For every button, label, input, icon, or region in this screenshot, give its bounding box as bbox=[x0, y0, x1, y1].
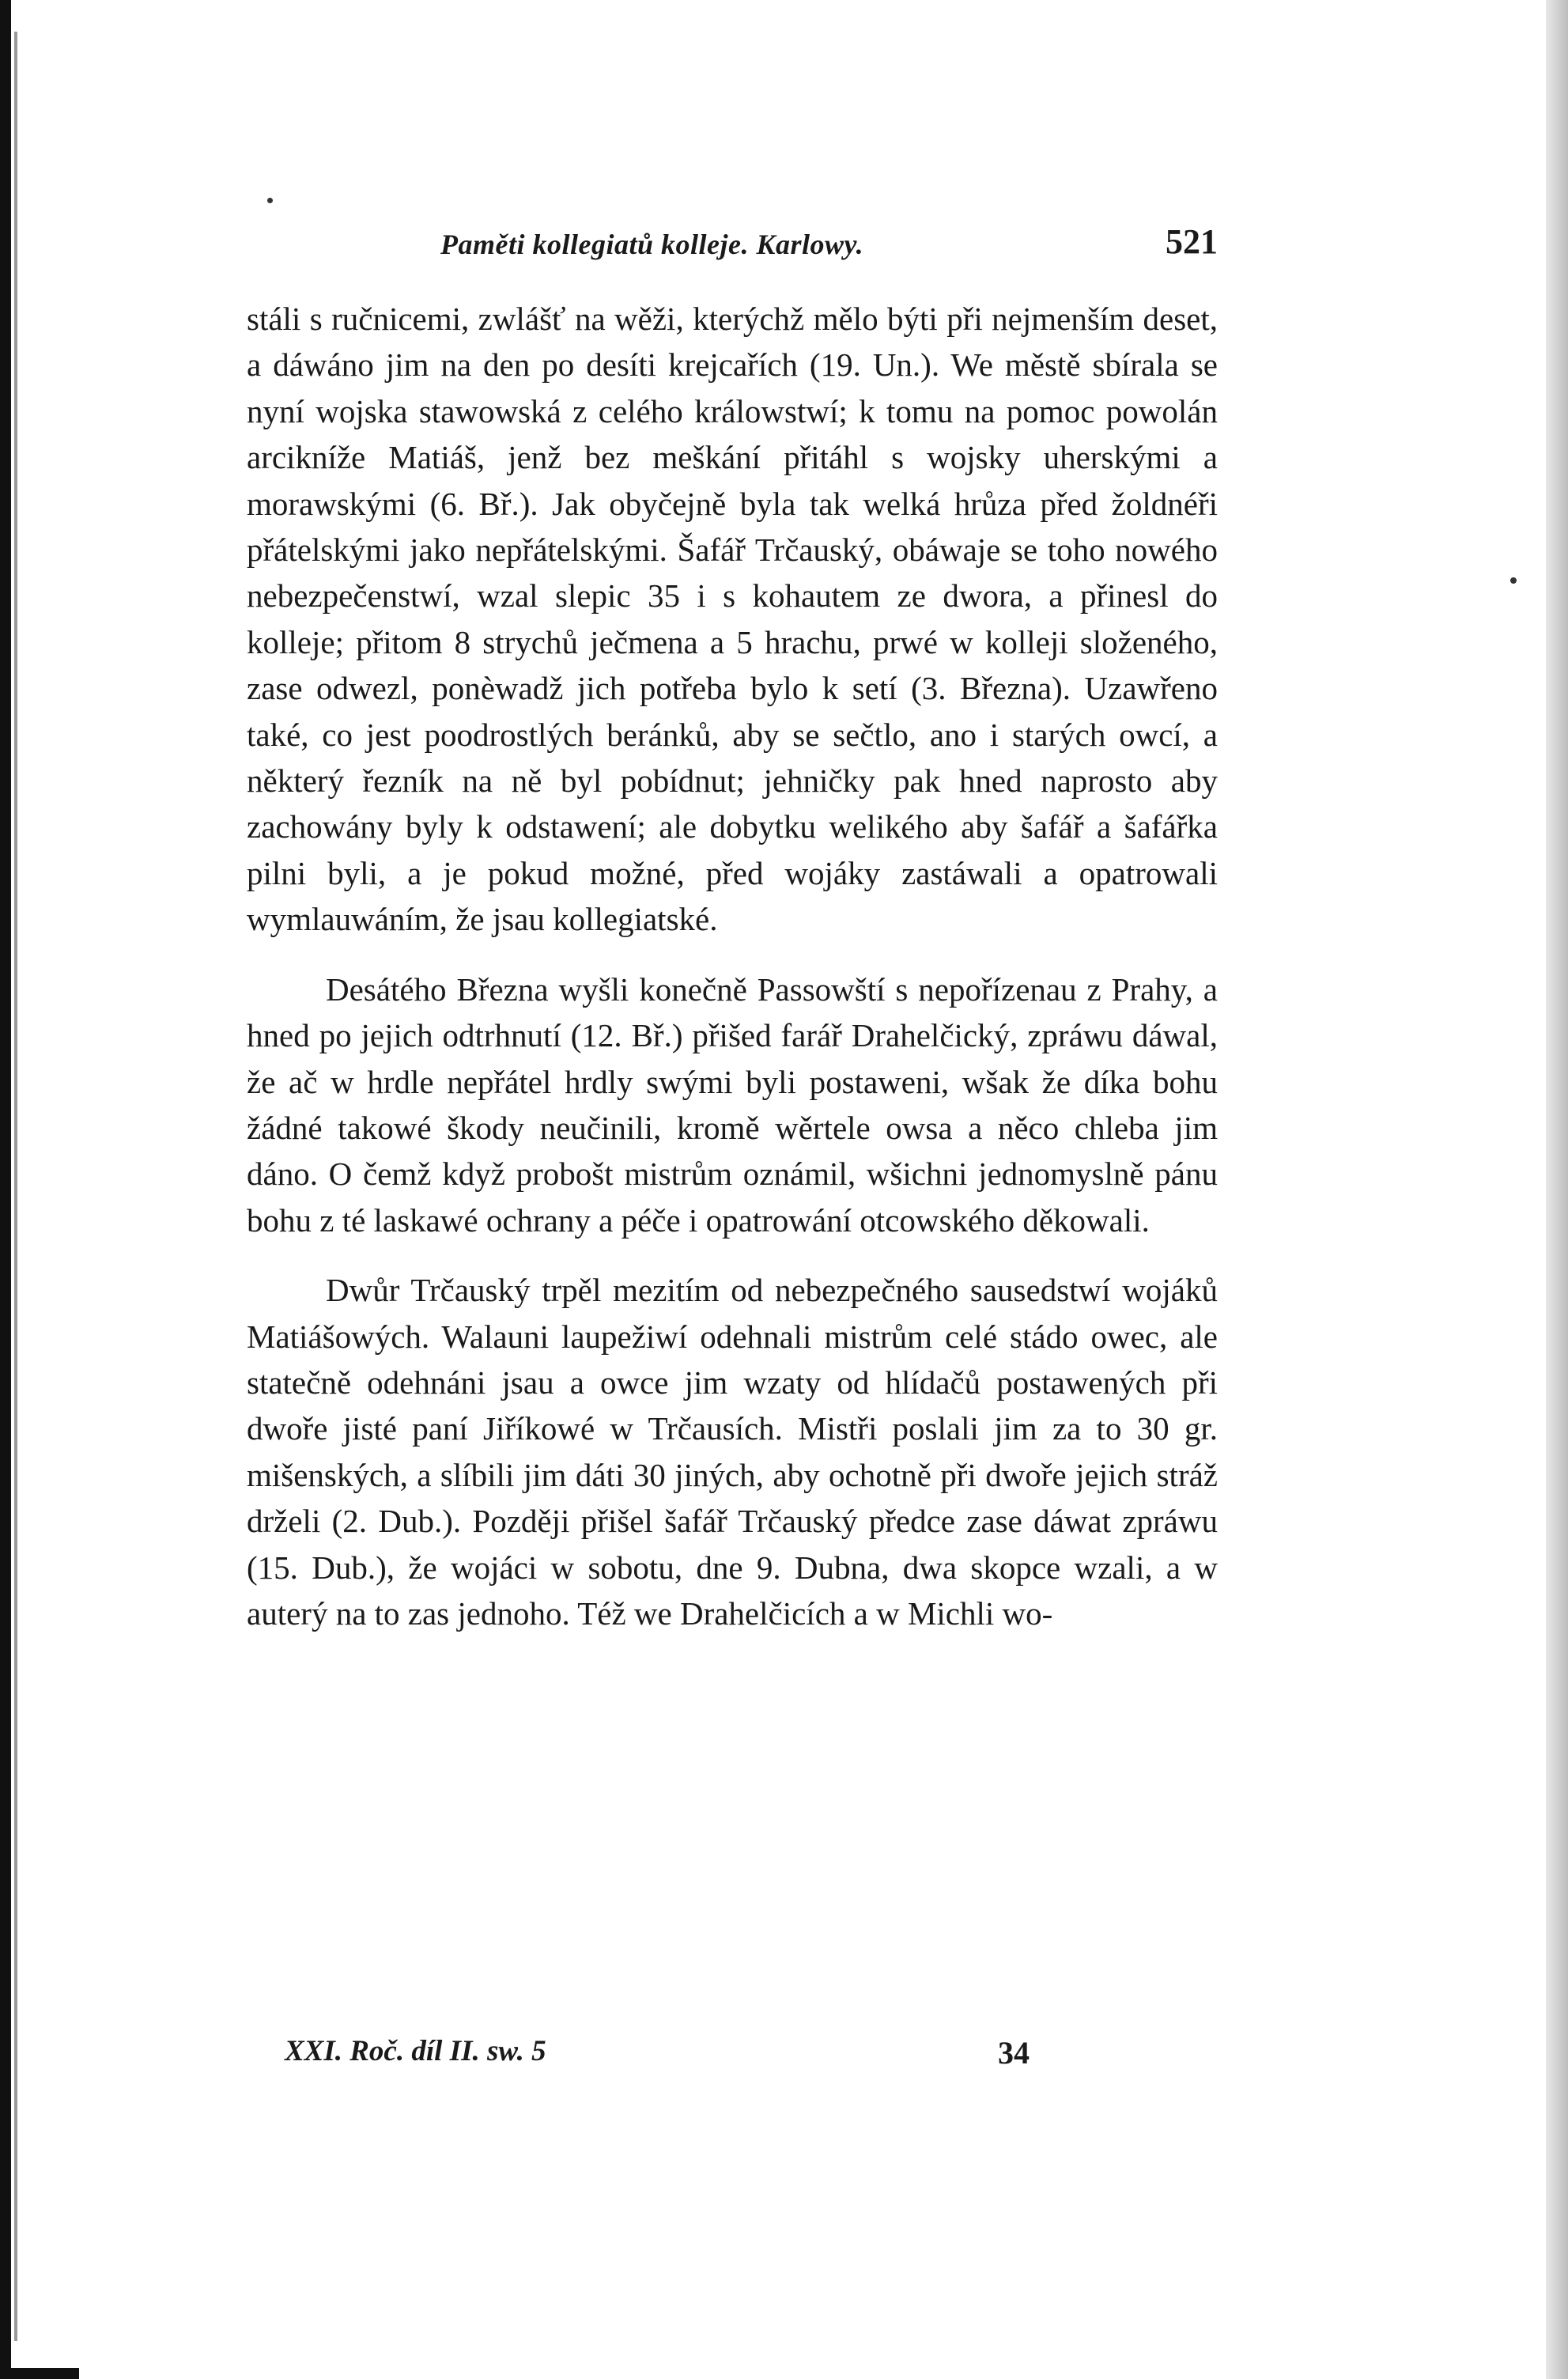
scan-border-left-line bbox=[14, 32, 17, 2341]
page-footer bbox=[247, 2034, 1218, 2082]
scan-speck bbox=[1510, 577, 1517, 584]
book-page bbox=[247, 221, 1218, 2071]
scan-border-bottom bbox=[0, 2368, 79, 2379]
paragraph: stáli s ručnicemi, zwlášť na wěži, kterýchž mělo býti při nejmenším deset, a dáwáno jim na den po desíti krejcařích (19. Un.). We městě sbírala se nyní wojska stawowská z celého králowstwí; k tomu na pomoc powolán arcikníže Matiáš, jenž bez meškání přitáhl s wojsky uherskými a morawskými (6. Bř.). Jak obyčejně byla tak welká hrůza před žoldnéři přátelskými jako nepřátelskými. Šafář Trčauský, obáwaje se toho nowého nebezpečenstwí, wzal slepic 35 i s kohautem ze dwora, a přinesl do kolleje; přitom 8 strychů ječmena a 5 hrachu, prwé w kolleji složeného, zase odwezl, ponèwadž jich potřeba bylo k setí (3. Března). Uzawřeno také, co jest poodrostlých beránků, aby se sečtlo, ano i starých owcí, a některý řezník na ně byl pobídnut; jehničky pak hned naprosto aby zachowány byly k odstawení; ale dobytku welikého aby šafář a šafářka pilni byli, a je pokud možné, před wojáky zastáwali a opatrowali wymlauwáním, že jsau kollegiatské. bbox=[247, 301, 1218, 938]
body-text bbox=[247, 296, 1218, 1636]
scan-speck bbox=[267, 198, 273, 203]
paragraph: Dwůr Trčauský trpěl mezitím od nebezpečného sausedstwí wojáků Matiášowých. Walauni laupežiwí odehnali mistrům celé stádo owec, ale statečně odehnáni jsau a owce jim wzaty od hlídačů postawených při dwoře jisté paní Jiříkowé w Trčausích. Mistři poslali jim za to 30 gr. mišenských, a slíbili jim dáti 30 jiných, aby ochotně při dwoře jejich stráž drželi (2. Dub.). Později přišel šafář Trčauský předce zase dáwat zpráwu (15. Dub.), že wojáci w sobotu, dne 9. Dubna, dwa skopce wzali, a w auterý na to zas jednoho. Též we Drahelčicích a w Michli wo- bbox=[247, 1272, 1218, 1632]
running-head bbox=[247, 221, 1218, 269]
scan-border-left bbox=[0, 0, 11, 2379]
paragraph: Desátého Března wyšli konečně Passowští s nepořízenau z Prahy, a hned po jejich odtrhnutí (12. Bř.) přišed farář Drahelčický, zpráwu dáwal, že ač w hrdle nepřátel hrdly swými byli postaweni, wšak že díka bohu žádné takowé škody neučinili, kromě wěrtele owsa a něco chleba jim dáno. O čemž když probošt mistrům oznámil, wšichni jednomyslně pánu bohu z té laskawé ochrany a péče i opatrowání otcowského děkowali. bbox=[247, 970, 1218, 1239]
scan-border-right bbox=[1546, 0, 1568, 2379]
signature-mark: XXI. Roč. díl II. sw. 5 bbox=[285, 2035, 546, 2067]
signature-number: 34 bbox=[998, 2035, 1030, 2071]
running-title: Paměti kollegiatů kolleje. Karlowy. bbox=[440, 229, 864, 260]
page-number: 521 bbox=[1166, 222, 1218, 261]
